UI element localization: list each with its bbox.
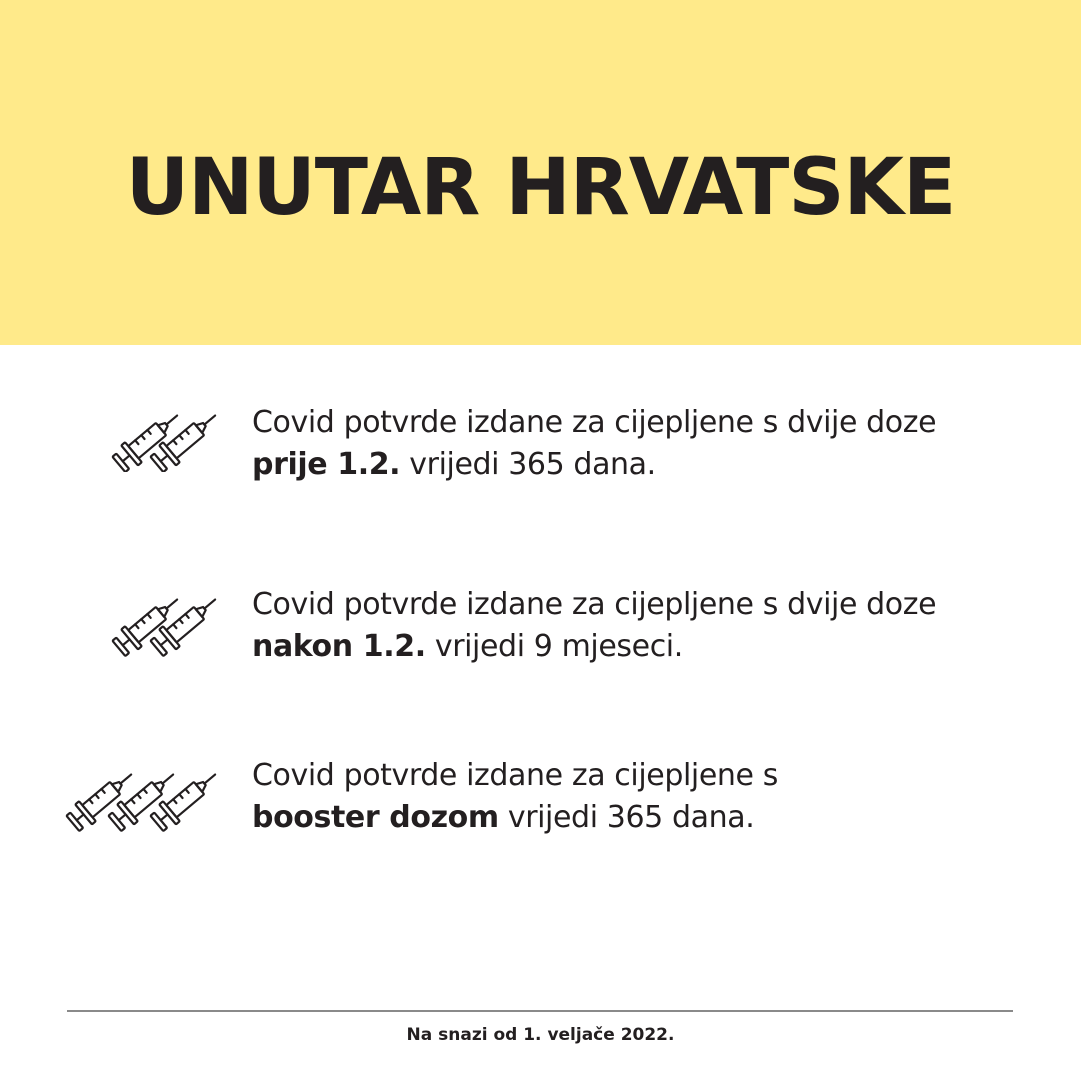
info-rest-2: vrijedi 9 mjeseci. xyxy=(425,629,683,664)
info-item-1 xyxy=(0,402,1081,522)
info-rest-1: vrijedi 365 dana. xyxy=(400,447,656,482)
info-line-1: Covid potvrde izdane za cijepljene s dvije doze xyxy=(252,405,937,440)
info-line-3: Covid potvrde izdane za cijepljene s xyxy=(252,758,778,793)
info-item-3 xyxy=(0,755,1081,875)
three-syringes-icon xyxy=(64,755,220,835)
two-syringes-icon xyxy=(110,584,220,659)
page-title: UNUTAR HRVATSKE xyxy=(125,143,956,233)
info-bold-2: nakon 1.2. xyxy=(252,629,426,664)
info-text-1 xyxy=(252,402,936,486)
info-rest-3: vrijedi 365 dana. xyxy=(498,800,755,835)
header-banner xyxy=(0,0,1081,345)
info-item-2 xyxy=(0,584,1081,704)
info-text-3 xyxy=(252,755,778,839)
info-bold-3: booster dozom xyxy=(252,800,499,835)
info-text-2 xyxy=(252,584,936,668)
info-line-2: Covid potvrde izdane za cijepljene s dvije doze xyxy=(252,587,937,622)
footer-divider xyxy=(67,1010,1013,1012)
info-bold-1: prije 1.2. xyxy=(252,447,401,482)
two-syringes-icon xyxy=(110,402,220,472)
footer-note: Na snazi od 1. veljače 2022. xyxy=(406,1025,675,1045)
